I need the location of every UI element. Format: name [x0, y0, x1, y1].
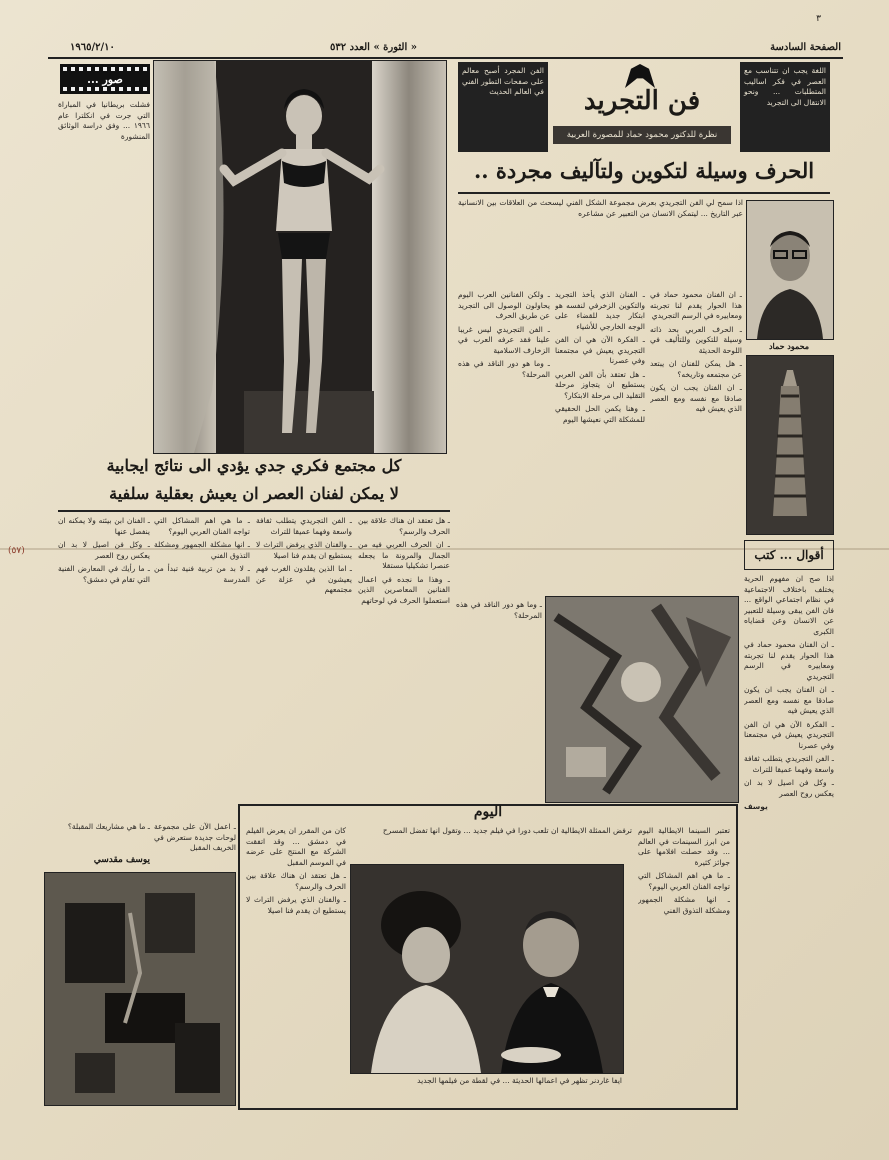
abstract-large-illustration: [546, 597, 738, 802]
headline-second-line1: كل مجتمع فكري جدي يؤدي الى نتائج ايجابية: [106, 456, 402, 475]
aqwal-text: اذا صح ان مفهوم الحرية يختلف باختلاف الاجتماعية في نظام اجتماعي الواقع ... فان الفن يبقى وسيلة للتعبير عن الانسان وعن قضاياه الكبرى ـ ان الفنان محمود حماد في هذا الحوار يقدم لنا تجربته ومعاييره في الرسم التجريدي ـ ان الفنان يجب ان يكون صادقا مع نفسه ومع العصر الذي يعيش فيه ـ الفكرة الآن هي ان الفن التجريدي يعيش في مجتمعنا وفي عصرنا ـ الفن التجريدي يتطلب ثقافة واسعة وفهما عميقا للتراث ـ وكل فن اصيل لا بد ان يعكس روح العصر يوسف: [744, 574, 834, 811]
portrait-caption: محمود حماد: [768, 341, 810, 351]
headline-second-rule: [58, 510, 450, 512]
abstract-painting-large: [545, 596, 739, 803]
abstract-tower-illustration: [747, 356, 833, 534]
column-b: ـ الفنان الذي يأخذ التجريد والتكوين الزخرفي لنفسه هو ابتكار جديد للقضاء على الوجه الخارجي للأشياء ـ الفكرة الآن هي ان الفن التجريدي يعيش في مجتمعنا وفي عصرنا ـ هل تعتقد بأن الفن العربي يستطيع ان يتجاوز مرحلة التقليد الى مرحلة الابتكار؟ ـ وهنا يكمن الحل الحقيقي للمشكلة التي نعيشها اليوم: [555, 290, 645, 424]
art-logo-box: [553, 64, 731, 150]
series-badge: [60, 64, 150, 94]
series-badge-label: صور ...: [87, 73, 123, 86]
woman-curtain-illustration: [154, 61, 446, 453]
issue-number: « الثورة » العدد ٥٣٢: [330, 42, 417, 53]
page-label: الصفحة السادسة: [770, 42, 841, 53]
logo-side-text: الفن المجرد أصبح معالم على صفحات التطور الفني في العالم الحديث: [458, 62, 548, 152]
intro-box: اللغة يجب ان تتناسب مع العصر في فكر اساليب المتطلبات ... ونحو الانتقال الى التجريد: [740, 62, 830, 152]
portrait-photo: [746, 200, 834, 340]
bottom-left-text: ـ ما هي مشاريعك المقبلة؟: [67, 822, 150, 831]
byline-left: يوسف مقدسي: [93, 855, 150, 865]
film-strip-bottom: [63, 87, 147, 91]
today-box: [238, 804, 738, 1110]
bottom-mid-text: ـ اعمل الآن على مجموعة لوحات جديدة ستعرض في الخريف المقبل: [154, 822, 236, 852]
news-text: فشلت بريطانيا في المباراة التي جرت في انكلترا عام ١٩٦٦ ... وفق دراسة الوثائق المنشورة: [58, 100, 150, 141]
feather-icon: [625, 64, 655, 88]
couple-dinner-illustration: [351, 865, 623, 1073]
abstract-bottom-illustration: [45, 873, 235, 1105]
abstract-painting-tower: [746, 355, 834, 535]
column-a: ـ ان الفنان محمود حماد في هذا الحوار يقدم لنا تجربته ومعاييره في الرسم التجريدي ـ الحرف العربي بحد ذاته وسيلة للتكوين وللتأليف في اللوحة الحديثة ـ هل يمكن للفنان ان يبتعد عن مجتمعه وتاريخه؟ ـ ان الفنان يجب ان يكون صادقا مع نفسه ومع العصر الذي يعيش فيه: [650, 290, 742, 413]
today-mid-text: ترفض الممثلة الايطالية ان تلعب دورا في فيلم جديد ... وتقول انها تفضل المسرح: [382, 826, 632, 835]
portrait-illustration: [747, 201, 833, 339]
film-strip-top: [63, 67, 147, 71]
mid-column: ـ وما هو دور الناقد في هذه المرحلة؟: [456, 600, 542, 620]
column-c: ـ ولكن الفنانين العرب اليوم يحاولون الوصول الى التجريد عن طريق الحرف ـ الفن التجريدي ليس غريبا علينا فقد عرفه العرب في الزخارف الاسلامية ـ وما هو دور الناقد في هذه المرحلة؟: [458, 290, 550, 379]
art-logo-subtitle: نظرة للدكتور محمود حماد للمصورة العربية: [553, 126, 731, 144]
lower-column-2: ـ الفن التجريدي يتطلب ثقافة واسعة وفهما عميقا للتراث ـ والفنان الذي يرفض التراث لا يستطيع ان يقدم فنا اصيلا ـ اما الذين يقلدون الغرب فهم يعيشون في عزلة عن مجتمعهم: [256, 516, 352, 594]
aqwal-byline: يوسف: [744, 802, 768, 811]
woman-curtain-photo: [153, 60, 447, 454]
masthead-rule: [48, 57, 843, 59]
issue-date: ١٩٦٥/٢/١٠: [70, 42, 115, 53]
interview-intro: اذا سمح لي الفن التجريدي بعرض مجموعة الشكل الفني ليسحث من العلاقات بين الانسانية عبر التاريخ ... ليتمكن الانسان من التعبير عن مشاعره: [458, 198, 743, 218]
lower-column-3: ـ ما هي اهم المشاكل التي تواجه الفنان العربي اليوم؟ ـ انها مشكلة الجمهور ومشكلة التذوق الفني ـ لا بد من تربية فنية تبدأ من المدرسة: [154, 516, 250, 584]
aqwal-title: أقوال ... كتب: [754, 548, 824, 562]
margin-mark: (٥٧): [8, 546, 25, 556]
today-left-text: كان من المقرر ان يعرض الفيلم في دمشق ... وقد اتفقت الشركة مع المنتج على عرضه في الموسم المقبل ـ هل تعتقد ان هناك علاقة بين الحرف والرسم؟ ـ والفنان الذي يرفض التراث لا يستطيع ان يقدم فنا اصيلا: [246, 826, 346, 915]
art-logo-title: فن التجريد: [583, 86, 701, 116]
today-title: اليوم: [473, 804, 503, 820]
headline-rule: [458, 192, 830, 194]
headline-main: الحرف وسيلة لتكوين ولتآليف مجردة ..: [473, 158, 815, 183]
lower-column-1: ـ هل تعتقد ان هناك علاقة بين الحرف والرسم؟ ـ ان الحرف العربي فيه من الجمال والمرونة ما يجعله عنصرا تشكيليا مستقلا ـ وهذا ما نجده في اعمال الفنانين المعاصرين الذين استعملوا الحرف في لوحاتهم: [358, 516, 450, 605]
page-number: ٣: [816, 14, 821, 24]
lower-column-4: ـ الفنان ابن بيئته ولا يمكنه ان ينفصل عنها ـ وكل فن اصيل لا بد ان يعكس روح العصر ـ ما رأيك في المعارض الفنية التي تقام في دمشق؟: [58, 516, 150, 584]
today-right-text: تعتبر السينما الايطالية اليوم من ابرز السينمات في العالم ... وقد حصلت افلامها على جوائز كثيرة ـ ما هي اهم المشاكل التي تواجه الفنان العربي اليوم؟ ـ انها مشكلة الجمهور ومشكلة التذوق الفني: [638, 826, 730, 915]
today-caption: ايفا غاردنر تظهر في اعمالها الحديثة ... في لقطة من فيلمها الجديد: [417, 1076, 622, 1085]
today-photo: [350, 864, 624, 1074]
headline-second-line2: لا يمكن لفنان العصر ان يعيش بعقلية سلفية: [109, 484, 399, 503]
aqwal-title-box: [744, 540, 834, 570]
news-column: [58, 100, 150, 450]
abstract-painting-bottom: [44, 872, 236, 1106]
